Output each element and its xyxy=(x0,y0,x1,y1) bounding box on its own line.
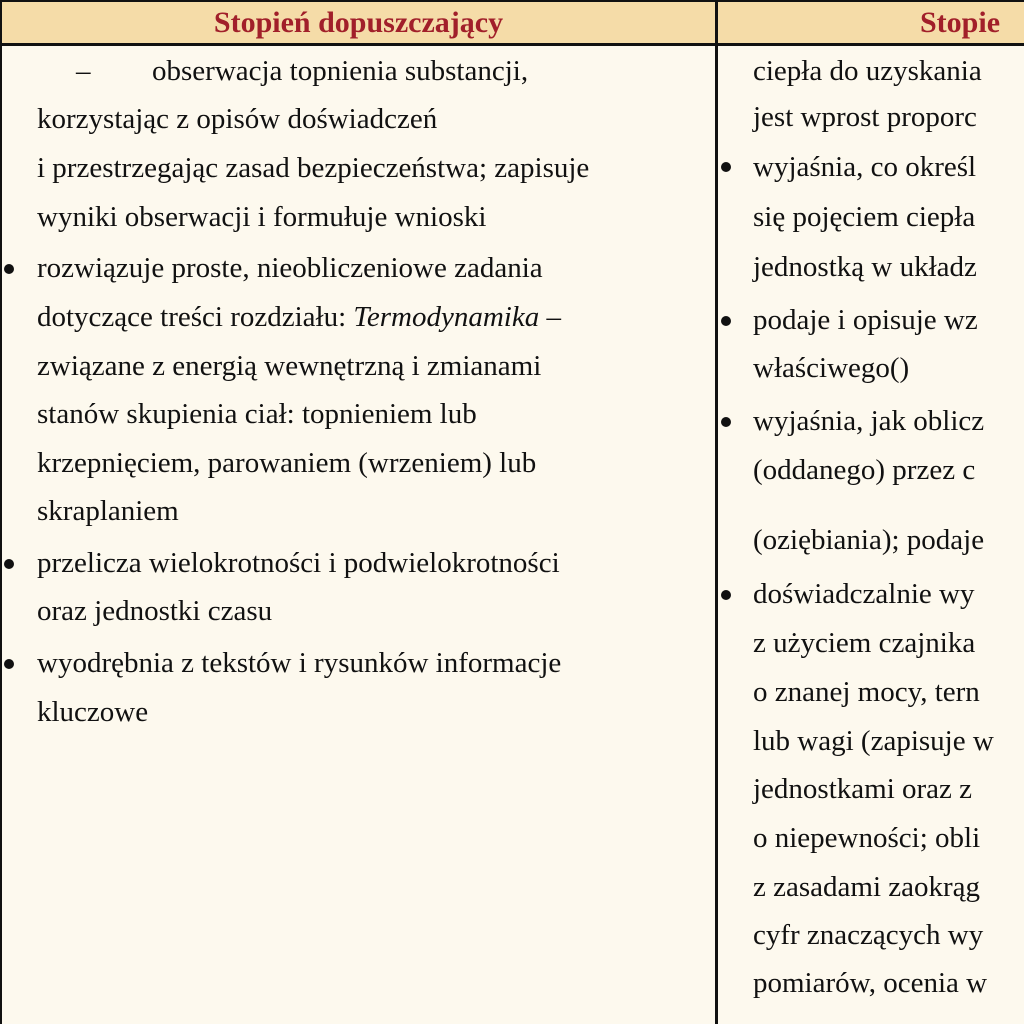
right-b3-line-2: (oddanego) przez c xyxy=(753,454,976,486)
left-line-1: obserwacja topnienia substancji, xyxy=(152,55,529,87)
right-line-2: jest wprost proporc xyxy=(753,101,977,133)
bullet-icon xyxy=(721,162,731,172)
header-left-cell: Stopień dopuszczający xyxy=(2,2,715,43)
left-b2-line-2: oraz jednostki czasu xyxy=(37,595,273,627)
right-b4-line-2: z użyciem czajnika xyxy=(753,627,976,659)
right-b4-line-8: cyfr znaczących wy xyxy=(753,919,984,951)
header-right-cell: Stopie xyxy=(718,2,1024,43)
left-b1-line-2-pre: dotyczące treści rozdziału: xyxy=(37,301,354,333)
left-b1-line-5: krzepnięciem, parowaniem (wrzeniem) lub xyxy=(37,447,537,479)
right-b1-line-1: wyjaśnia, co określ xyxy=(753,151,977,183)
left-b1-line-2-italic: Termodynamika xyxy=(353,301,540,333)
bullet-icon xyxy=(4,659,14,669)
bullet-icon xyxy=(721,590,731,600)
right-b2-line-1: podaje i opisuje wz xyxy=(753,304,978,336)
bullet-icon xyxy=(4,559,14,569)
right-b2-line-2: właściwego() xyxy=(753,352,910,384)
left-b1-line-4: stanów skupienia ciał: topnieniem lub xyxy=(37,398,477,430)
dash-marker: – xyxy=(76,55,91,87)
right-line-3: (oziębiania); podaje xyxy=(753,524,985,556)
right-b4-line-1: doświadczalnie wy xyxy=(753,578,975,610)
left-b1-line-2 xyxy=(37,301,561,333)
left-line-2: korzystając z opisów doświadczeń xyxy=(37,103,438,135)
bullet-icon xyxy=(721,417,731,427)
right-b4-line-5: jednostkami oraz z xyxy=(753,773,973,805)
bullet-icon xyxy=(721,316,731,326)
left-b1-line-2-post: – xyxy=(539,301,561,333)
right-b4-line-6: o niepewności; obli xyxy=(753,822,981,854)
bullet-icon xyxy=(4,264,14,274)
left-line-3: i przestrzegając zasad bezpieczeństwa; zapisuje xyxy=(37,152,590,184)
left-b3-line-1: wyodrębnia z tekstów i rysunków informacje xyxy=(37,647,562,679)
right-b4-line-9: pomiarów, ocenia w xyxy=(753,967,988,999)
right-line-1: ciepła do uzyskania xyxy=(753,55,982,87)
right-b4-line-4: lub wagi (zapisuje w xyxy=(753,725,994,757)
right-column xyxy=(717,0,1024,1024)
left-b1-line-3: związane z energią wewnętrzną i zmianami xyxy=(37,350,542,382)
right-b4-line-7: z zasadami zaokrąg xyxy=(753,871,981,903)
right-b3-line-1: wyjaśnia, jak oblicz xyxy=(753,405,985,437)
left-b1-line-6: skraplaniem xyxy=(37,495,179,527)
left-b1-line-1: rozwiązuje proste, nieobliczeniowe zadania xyxy=(37,252,543,284)
right-b4-line-3: o znanej mocy, tern xyxy=(753,676,980,708)
right-b1-line-2: się pojęciem ciepła xyxy=(753,201,976,233)
left-b2-line-1: przelicza wielokrotności i podwielokrotności xyxy=(37,547,560,579)
left-line-4: wyniki obserwacji i formułuje wnioski xyxy=(37,201,487,233)
left-b3-line-2: kluczowe xyxy=(37,696,149,728)
right-b1-line-3: jednostką w układz xyxy=(753,251,977,283)
